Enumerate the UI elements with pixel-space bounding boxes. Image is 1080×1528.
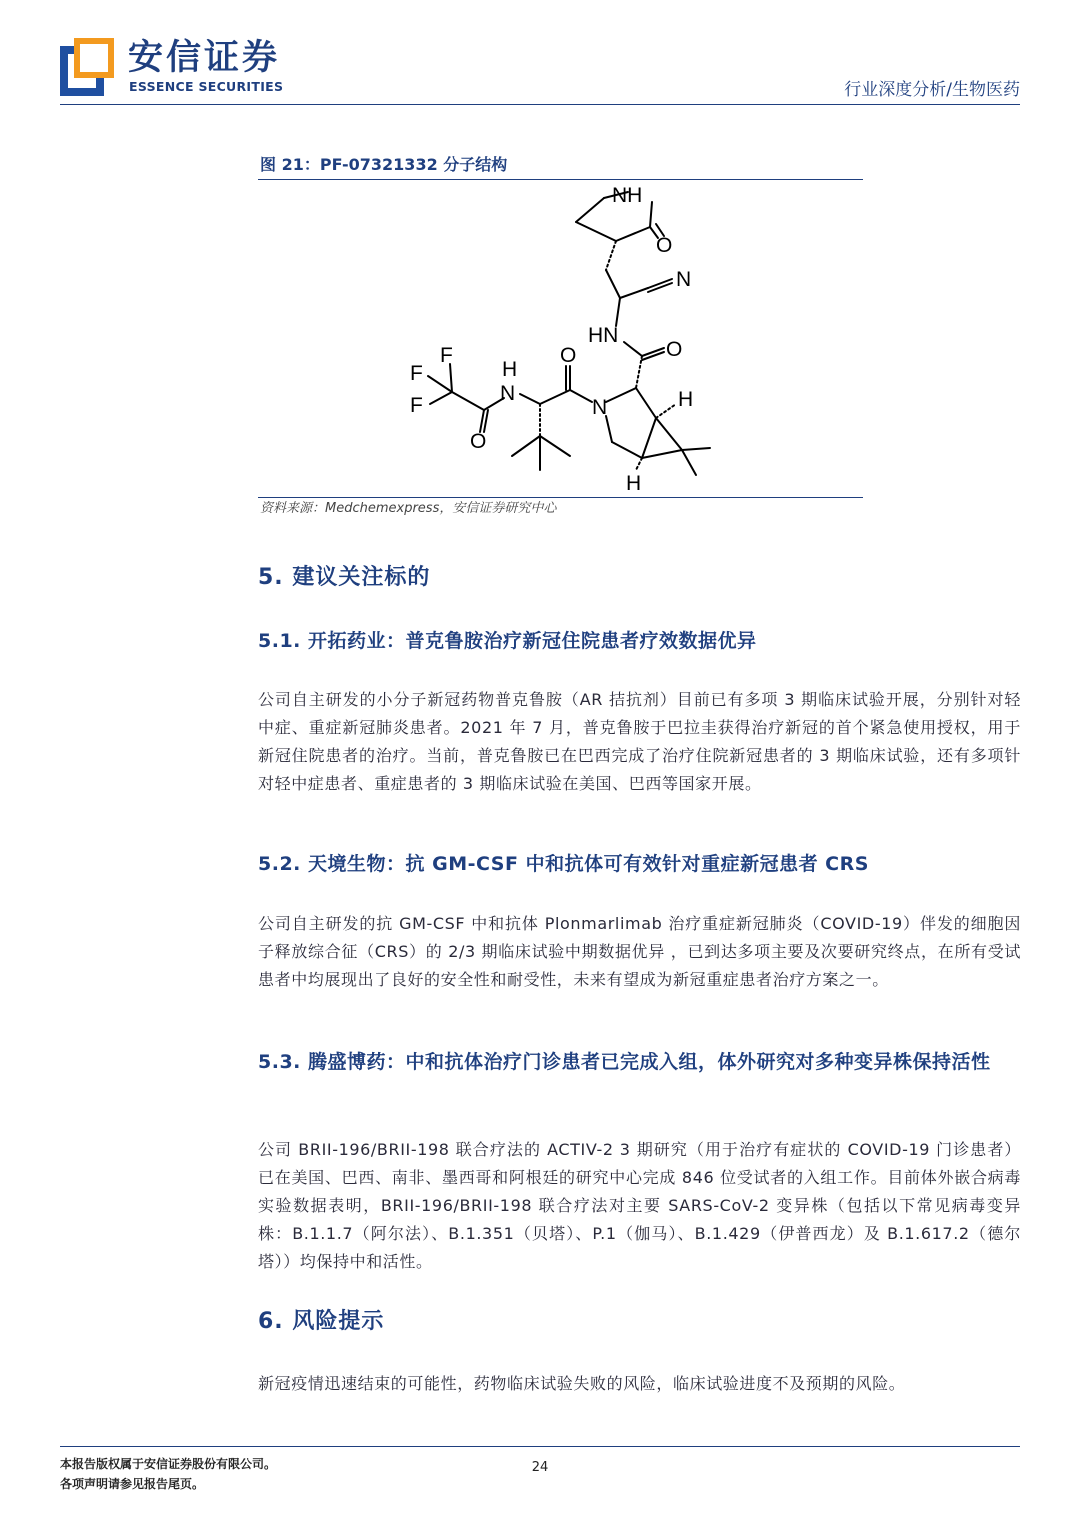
figure-title: 图 21：PF-07321332 分子结构	[260, 155, 508, 174]
brand-name-en: ESSENCE SECURITIES	[129, 79, 284, 94]
atom-h-tfa: H	[502, 358, 518, 381]
header-divider	[60, 104, 1020, 105]
section-5-heading: 5. 建议关注标的	[258, 565, 431, 590]
section-5-2-body: 公司自主研发的抗 GM-CSF 中和抗体 Plonmarlimab 治疗重症新冠肺炎（COVID-19）伴发的细胞因子释放综合征（CRS）的 2/3 期临床试验中期数据优异 ，已到达多项主要及次要研究终点，在所有受试患者中均展现出了良好的安全性和耐受性，未来有望成为新冠重症患者治疗方案之一。	[258, 914, 1021, 989]
atom-f3: F	[410, 394, 423, 417]
brand-name-cn: 安信证券	[128, 38, 281, 78]
atom-o-tfa: O	[470, 430, 487, 453]
molecule-structure-diagram	[380, 180, 740, 495]
section-5-1-heading: 5.1. 开拓药业：普克鲁胺治疗新冠住院患者疗效数据优异	[258, 630, 757, 652]
footer-divider	[60, 1446, 1020, 1447]
section-5-3-body: 公司 BRII-196/BRII-198 联合疗法的 ACTIV-2 3 期研究（用于治疗有症状的 COVID-19 门诊患者）已在美国、巴西、南非、墨西哥和阿根廷的研究中心完成 846 位受试者的入组工作。目前体外嵌合病毒实验数据表明，BRII-196/BRII-198 联合疗法对主要 SARS-CoV-2 变异株（包括以下常见病毒变异株：B.1.1.7（阿尔法）、B.1.351（贝塔）、P.1（伽马）、B.1.429（伊普西龙）及 B.1.617.2（德尔塔））均保持中和活性。	[258, 1140, 1021, 1271]
page-number: 24	[531, 1460, 549, 1475]
section-5-1-body: 公司自主研发的小分子新冠药物普克鲁胺（AR 拮抗剂）目前已有多项 3 期临床试验开展，分别针对轻中症、重症新冠肺炎患者。2021 年 7 月，普克鲁胺于巴拉圭获得治疗新冠的首个紧急使用授权，用于新冠住院患者的治疗。当前，普克鲁胺已在巴西完成了治疗住院新冠患者的 3 期临床试验，还有多项针对轻中症患者、重症患者的 3 期临床试验在美国、巴西等国家开展。	[258, 690, 1021, 793]
atom-f1: F	[440, 344, 453, 367]
section-5-3-heading: 5.3. 腾盛博药：中和抗体治疗门诊患者已完成入组，体外研究对多种变异株保持活性	[258, 1051, 991, 1073]
atom-h-bottom: H	[626, 472, 642, 495]
atom-o-amide: O	[666, 338, 683, 361]
report-category: 行业深度分析/生物医药	[844, 80, 1020, 100]
copyright-notice: 本报告版权属于安信证券股份有限公司。	[60, 1457, 277, 1471]
section-5-2-heading: 5.2. 天境生物：抗 GM-CSF 中和抗体可有效针对重症新冠患者 CRS	[258, 853, 869, 875]
atom-hn-amide: HN	[588, 324, 619, 347]
essence-logo-icon	[60, 38, 114, 96]
atom-n-ring: N	[592, 396, 608, 419]
atom-nh-top: NH	[612, 184, 643, 207]
section-6-body: 新冠疫情迅速结束的可能性，药物临床试验失败的风险，临床试验进度不及预期的风险。	[258, 1374, 906, 1393]
atom-n-nitrile: N	[676, 268, 692, 291]
figure-source: 资料来源：Medchemexpress，安信证券研究中心	[260, 501, 557, 516]
section-6-heading: 6. 风险提示	[258, 1309, 385, 1334]
disclaimer-notice: 各项声明请参见报告尾页。	[60, 1477, 205, 1491]
atom-h-right: H	[678, 388, 694, 411]
atom-f2: F	[410, 362, 423, 385]
atom-n-tfa: N	[500, 382, 516, 405]
figure-bottom-rule	[258, 497, 863, 498]
atom-o-center: O	[560, 344, 577, 367]
atom-o-lactam: O	[656, 234, 673, 257]
